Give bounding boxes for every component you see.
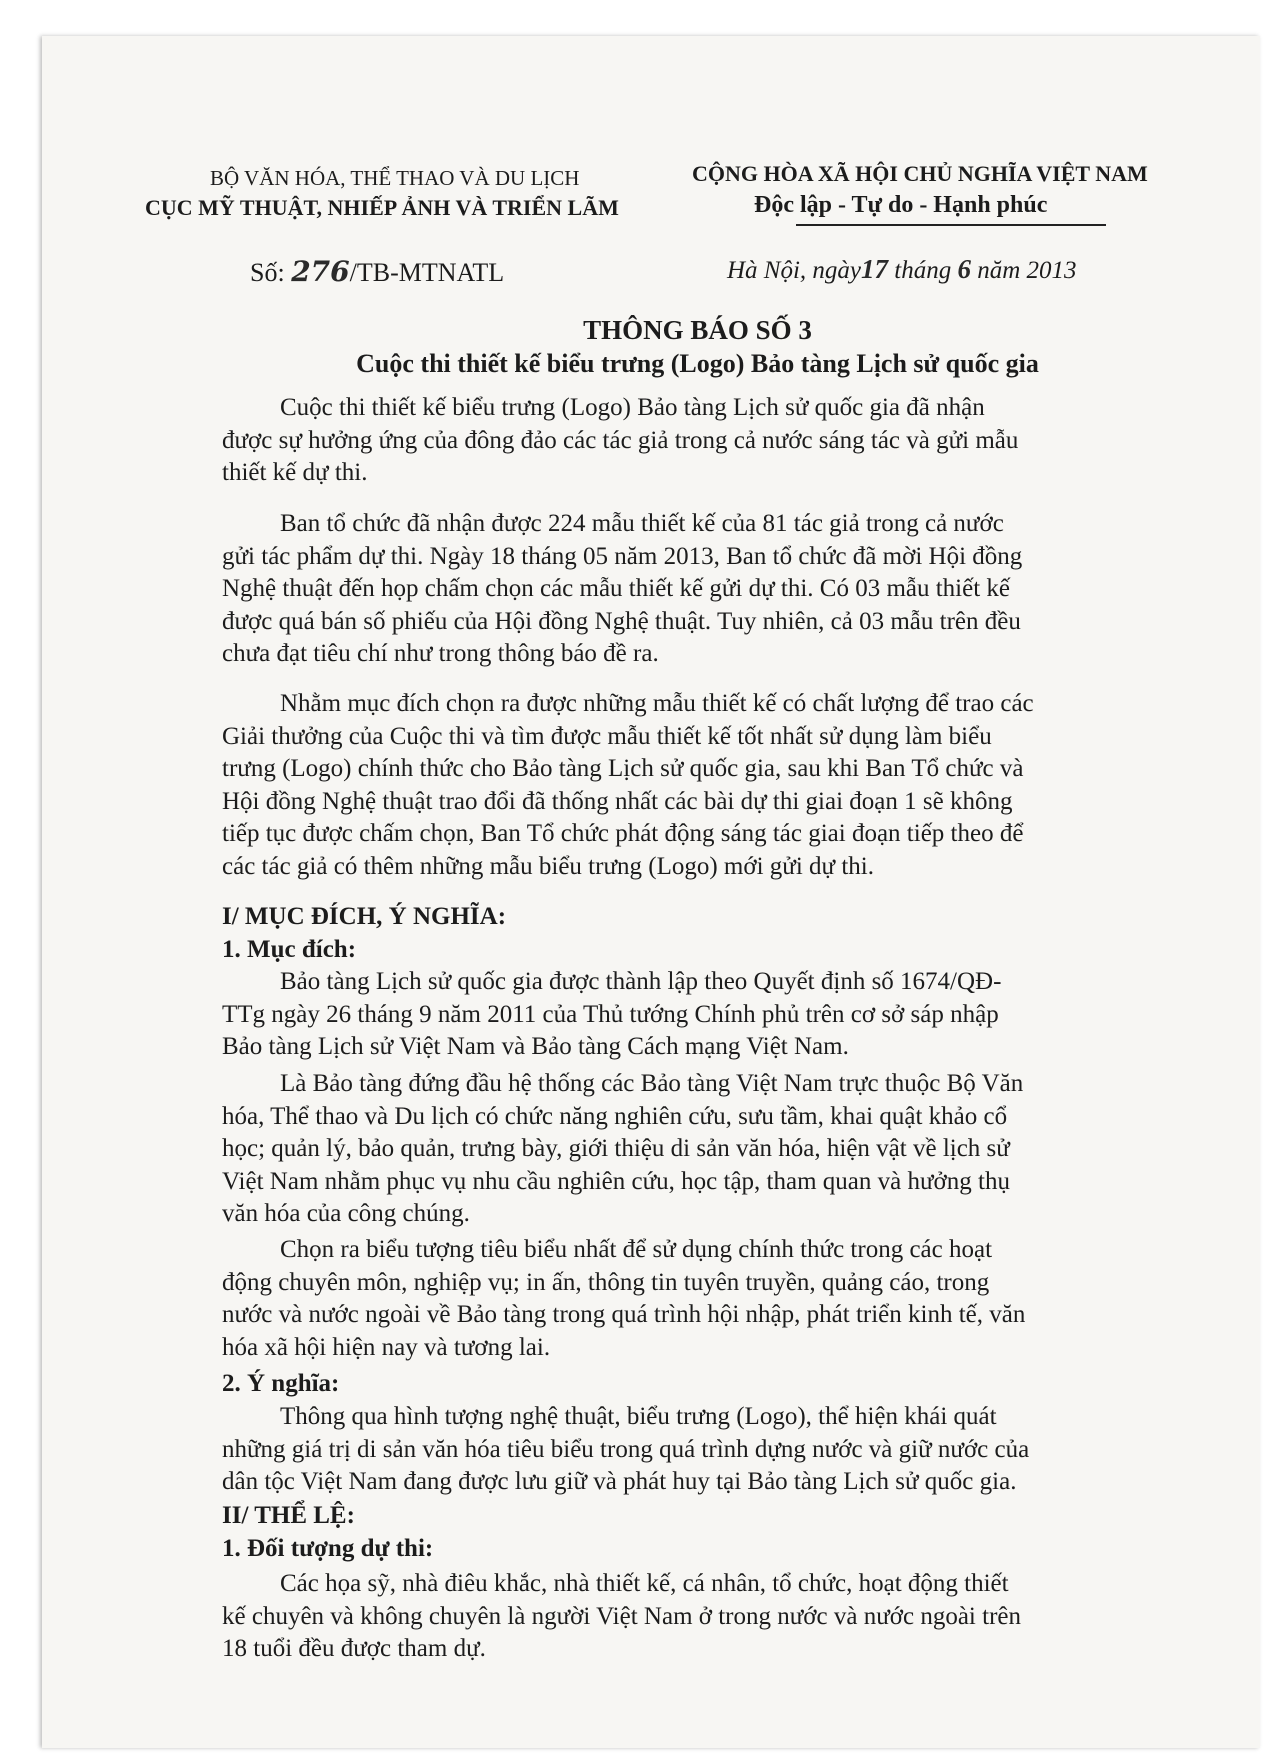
paragraph-meaning (222, 1401, 1182, 1499)
paragraph-selection (222, 1234, 1182, 1364)
day-handwritten: 17 (861, 254, 889, 284)
republic-name: CỘNG HÒA XÃ HỘI CHỦ NGHĨA VIỆT NAM (692, 161, 1148, 186)
text-line: những giá trị di sản văn hóa tiêu biểu trong quá trình dựng nước và giữ nước của (222, 1435, 1030, 1463)
paragraph-establishment (222, 966, 1182, 1064)
text-line: Các họa sỹ, nhà điêu khắc, nhà thiết kế, cá nhân, tổ chức, hoạt động thiết (280, 1570, 1009, 1597)
text-line: TTg ngày 26 tháng 9 năm 2011 của Thủ tướng Chính phủ trên cơ sở sáp nhập (222, 1000, 999, 1028)
text-line: gửi tác phẩm dự thi. Ngày 18 tháng 05 năm 2013, Ban tổ chức đã mời Hội đồng (222, 542, 1023, 570)
year-text: năm 2013 (977, 257, 1077, 284)
text-line: động chuyên môn, nghiệp vụ; in ấn, thông tin tuyên truyền, quảng cáo, trong (222, 1268, 990, 1296)
text-line: thiết kế dự thi. (222, 459, 368, 487)
text-line: học; quản lý, bảo quản, trưng bày, giới thiệu di sản văn hóa, hiện vật về lịch sử (222, 1135, 1010, 1163)
department-name: CỤC MỸ THUẬT, NHIẾP ẢNH VÀ TRIỂN LÃM (145, 195, 619, 220)
text-line: Nhằm mục đích chọn ra được những mẫu thiết kế có chất lượng để trao các (280, 690, 1034, 717)
text-line: Chọn ra biểu tượng tiêu biểu nhất để sử dụng chính thức trong các hoạt (280, 1236, 993, 1263)
text-line: Là Bảo tàng đứng đầu hệ thống các Bảo tàng Việt Nam trực thuộc Bộ Văn (280, 1070, 1024, 1097)
text-line: Giải thưởng của Cuộc thi và tìm được mẫu thiết kế tốt nhất sử dụng làm biểu (222, 722, 992, 750)
text-line: hóa xã hội hiện nay và tương lai. (222, 1333, 551, 1361)
place-prefix: Hà Nội, ngày (727, 257, 862, 284)
text-line: Bảo tàng Lịch sử Việt Nam và Bảo tàng Cách mạng Việt Nam. (222, 1033, 849, 1061)
document-subtitle: Cuộc thi thiết kế biểu trưng (Logo) Bảo tàng Lịch sử quốc gia (356, 349, 1039, 378)
document-number (250, 255, 504, 288)
text-line: tiếp tục được chấm chọn, Ban Tổ chức phát động sáng tác giai đoạn tiếp theo để (222, 820, 1024, 848)
number-prefix: Số: (250, 258, 285, 287)
document-title: THÔNG BÁO SỐ 3 (583, 315, 812, 345)
paragraph-purpose (222, 688, 1182, 884)
text-line: chưa đạt tiêu chí như trong thông báo đề ra. (222, 640, 659, 668)
text-line: Việt Nam nhằm phục vụ nhu cầu nghiên cứu, học tập, tham quan và hưởng thụ (222, 1167, 1010, 1195)
paragraph-submissions (222, 508, 1182, 671)
text-line: được quá bán số phiếu của Hội đồng Nghệ thuật. Tuy nhiên, cả 03 mẫu trên đều (222, 607, 1021, 635)
text-line: các tác giả có thêm những mẫu biểu trưng (Logo) mới gửi dự thi. (222, 852, 874, 880)
text-line: kế chuyên và không chuyên là người Việt Nam ở trong nước và nước ngoài trên (222, 1602, 1021, 1630)
number-suffix: /TB-MTNATL (349, 258, 505, 287)
subsection-heading-1-1: 1. Mục đích: (222, 936, 357, 963)
text-line: trưng (Logo) chính thức cho Bảo tàng Lịch sử quốc gia, sau khi Ban Tổ chức và (222, 755, 1024, 783)
text-line: 18 tuổi đều được tham dự. (222, 1635, 486, 1663)
motto-underline (796, 224, 1106, 226)
national-motto: Độc lập - Tự do - Hạnh phúc (754, 192, 1048, 218)
text-line: nước và nước ngoài về Bảo tàng trong quá trình hội nhập, phát triển kinh tế, văn (222, 1301, 1026, 1329)
text-line: hóa, Thể thao và Du lịch có chức năng nghiên cứu, sưu tầm, khai quật khảo cổ (222, 1102, 1008, 1130)
paragraph-eligibility (222, 1568, 1182, 1666)
paragraph-intro (222, 392, 1182, 490)
text-line: Nghệ thuật đến họp chấm chọn các mẫu thiết kế gửi dự thi. Có 03 mẫu thiết kế (222, 575, 1011, 603)
text-line: Cuộc thi thiết kế biểu trưng (Logo) Bảo tàng Lịch sử quốc gia đã nhận (280, 394, 985, 421)
month-word: tháng (894, 257, 952, 284)
section-heading-1: I/ MỤC ĐÍCH, Ý NGHĨA: (222, 903, 507, 930)
paragraph-role (222, 1068, 1182, 1231)
subsection-heading-1-2: 2. Ý nghĩa: (222, 1370, 340, 1397)
ministry-name: BỘ VĂN HÓA, THỂ THAO VÀ DU LỊCH (210, 166, 580, 190)
subsection-heading-2-1: 1. Đối tượng dự thi: (222, 1535, 434, 1562)
text-line: văn hóa của công chúng. (222, 1200, 470, 1228)
section-heading-2: II/ THỂ LỆ: (222, 1502, 355, 1529)
text-line: Hội đồng Nghệ thuật trao đổi đã thống nhất các bài dự thi giai đoạn 1 sẽ không (222, 787, 1013, 815)
number-handwritten: 276 (291, 255, 350, 288)
text-line: Bảo tàng Lịch sử quốc gia được thành lập theo Quyết định số 1674/QĐ- (280, 968, 1002, 995)
month-handwritten: 6 (957, 254, 971, 284)
text-line: dân tộc Việt Nam đang được lưu giữ và phát huy tại Bảo tàng Lịch sử quốc gia. (222, 1468, 1017, 1496)
text-line: được sự hưởng ứng của đông đảo các tác giả trong cả nước sáng tác và gửi mẫu (222, 426, 1019, 454)
text-line: Ban tổ chức đã nhận được 224 mẫu thiết kế của 81 tác giả trong cả nước (280, 510, 1004, 537)
text-line: Thông qua hình tượng nghệ thuật, biểu trưng (Logo), thể hiện khái quát (280, 1403, 997, 1430)
place-date (727, 254, 1077, 285)
